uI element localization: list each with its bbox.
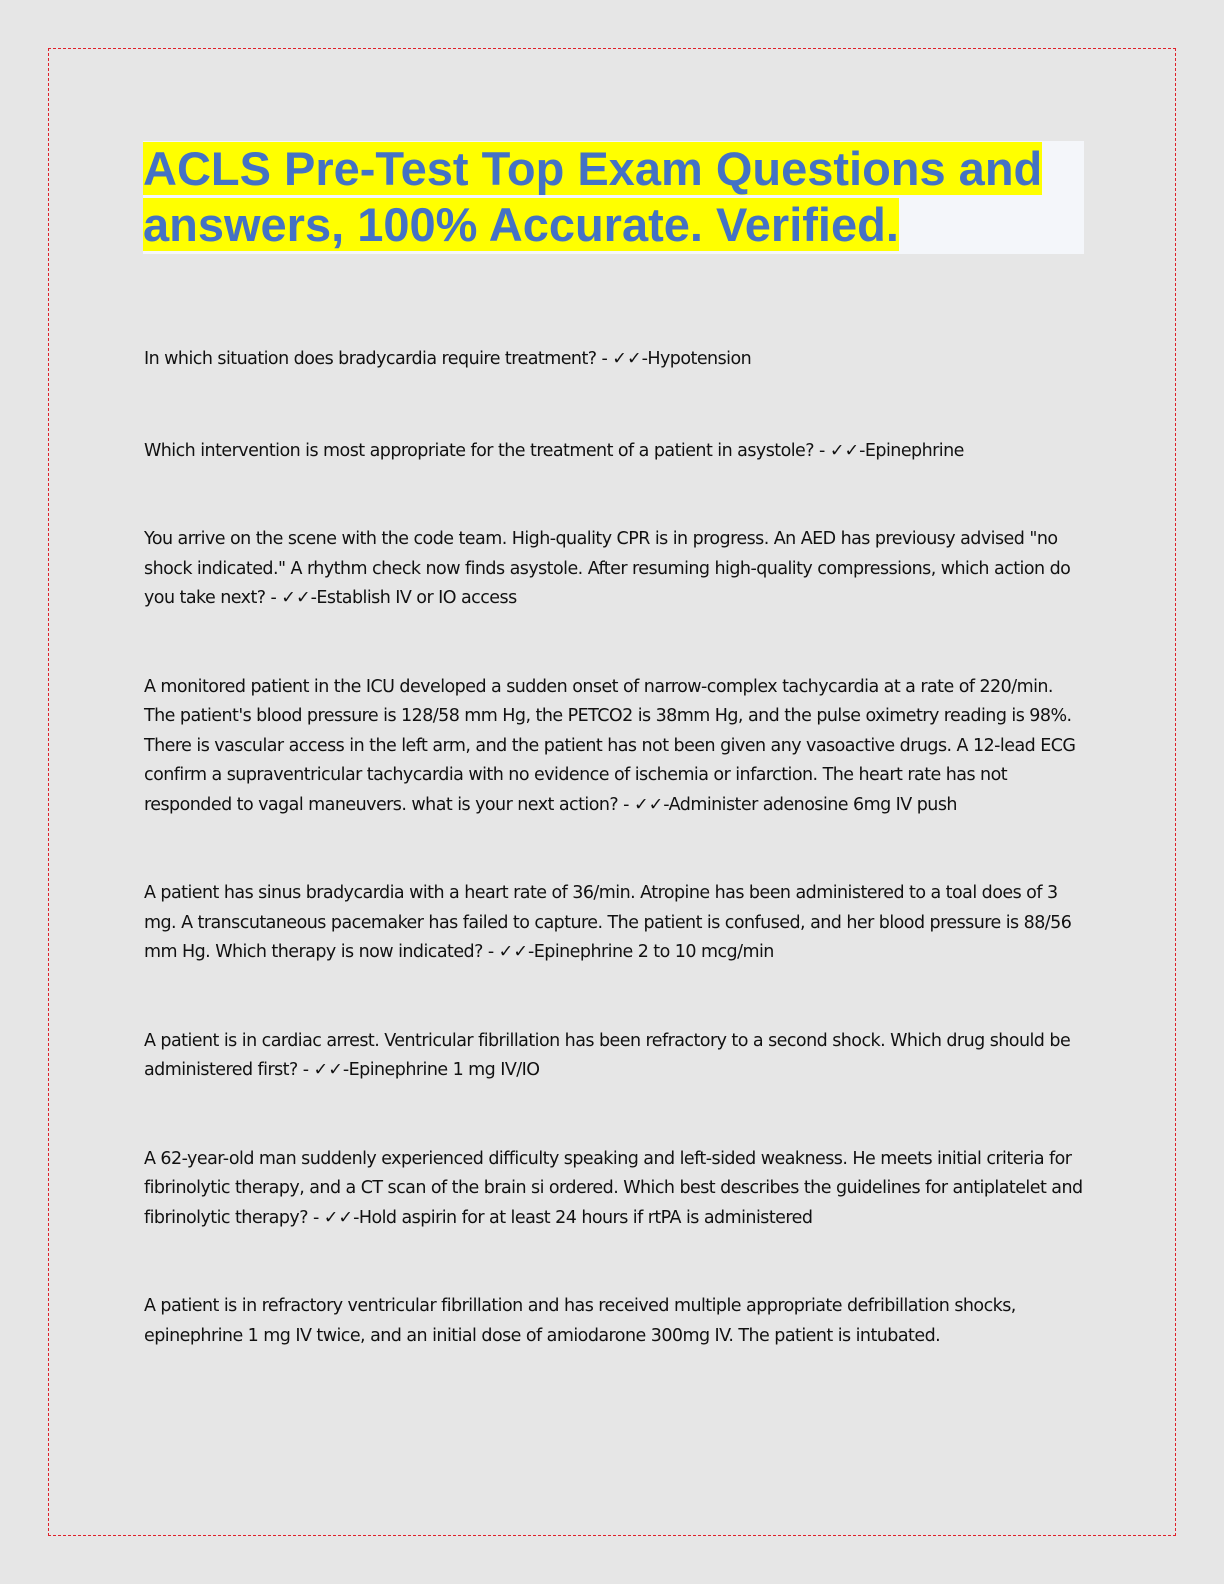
check-mark-icon: ✓✓ [498, 942, 528, 962]
qa-item [144, 673, 1084, 821]
check-mark-icon: ✓✓ [281, 588, 311, 608]
answer-text: -Administer adenosine 6mg IV push [663, 794, 957, 815]
title-line-2: answers, 100% Accurate. Verified. [143, 198, 899, 251]
answer-text: -Hold aspirin for at least 24 hours if rtPA is administered [353, 1207, 813, 1228]
qa-item [144, 345, 1084, 375]
question-text: A monitored patient in the ICU developed a sudden onset of narrow-complex tachycardia at a rate of 220/min. The patient's blood pressure is 128/58 mm Hg, the PETCO2 is 38mm Hg, and the pulse oximetry reading is 98%. There is vascular access in the left arm, and the patient has not been given any vasoactive drugs. A 12-lead ECG confirm a supraventricular tachycardia with no evidence of ischemia or infarction. The heart rate has not responded to vagal maneuvers. what is your next action? - [144, 676, 1076, 815]
qa-item [144, 437, 1084, 467]
check-mark-icon: ✓✓ [323, 1207, 354, 1228]
question-text: A patient has sinus bradycardia with a heart rate of 36/min. Atropine has been administered to a toal does of 3 mg. A transcutaneous pacemaker has failed to capture. The patient is confused, and her blood pressure is 88/56 mm Hg. Which therapy is now indicated? - [144, 883, 1072, 962]
qa-item [144, 1145, 1084, 1234]
title-block [143, 141, 1084, 254]
answer-text: -Epinephrine [859, 440, 964, 461]
check-mark-icon: ✓✓ [633, 794, 664, 815]
check-mark-icon: ✓✓ [829, 440, 860, 461]
question-text: A patient is in cardiac arrest. Ventricular fibrillation has been refractory to a second shock. Which drug should be administered first? - [144, 1030, 1071, 1080]
question-text: Which intervention is most appropriate for the treatment of a patient in asystole? - [144, 440, 825, 461]
qa-item [144, 1292, 1084, 1351]
qa-item [144, 879, 1084, 968]
answer-text: -Epinephrine 1 mg IV/IO [342, 1060, 540, 1080]
question-text: In which situation does bradycardia require treatment? - [144, 349, 608, 369]
title-line-1: ACLS Pre-Test Top Exam Questions and [143, 142, 1043, 195]
qa-item [144, 1027, 1084, 1086]
check-mark-icon: ✓✓ [313, 1060, 343, 1080]
document-title [143, 141, 1084, 253]
qa-list [144, 345, 1084, 1351]
answer-text: -Establish IV or IO access [310, 588, 517, 608]
question-text: A patient is in refractory ventricular fibrillation and has received multiple appropriate defribillation shocks, epinephrine 1 mg IV twice, and an initial dose of amiodarone 300mg IV. The patient is intubated. [144, 1296, 1016, 1346]
qa-item [144, 525, 1084, 614]
question-text: A 62-year-old man suddenly experienced difficulty speaking and left-sided weakness. He meets initial criteria for fibrinolytic therapy, and a CT scan of the brain si ordered. Which best describes the guidelines for antiplatelet and fibrinolytic therapy? - [144, 1148, 1083, 1228]
check-mark-icon: ✓✓ [612, 349, 642, 369]
answer-text: -Epinephrine 2 to 10 mcg/min [527, 942, 774, 962]
answer-text: -Hypotension [641, 349, 752, 369]
question-text: You arrive on the scene with the code team. High-quality CPR is in progress. An AED has previousy advised "no shock indicated." A rhythm check now finds asystole. After resuming high-quality compressions, which action do you take next? - [144, 529, 1071, 608]
